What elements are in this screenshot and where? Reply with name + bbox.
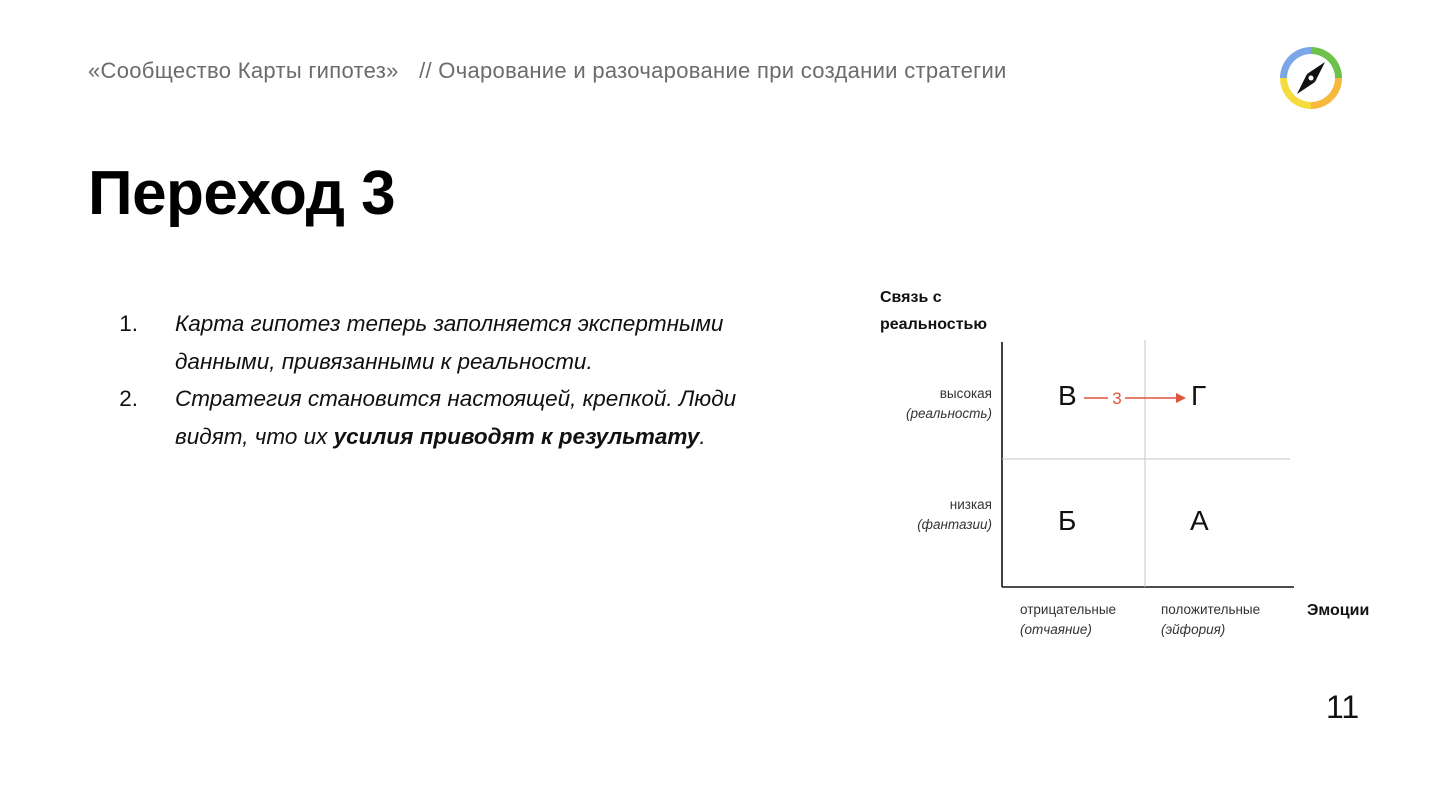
y-axis-label: Связь с реальностью bbox=[880, 289, 988, 333]
transition-arrow-head bbox=[1176, 393, 1186, 403]
column-label-negative: отрицательные (отчаяние) bbox=[1020, 602, 1117, 637]
row-label-low: низкая (фантазии) bbox=[917, 497, 992, 532]
quadrant-v: В bbox=[1058, 380, 1077, 411]
matrix-lines bbox=[870, 280, 1390, 650]
list-item bbox=[88, 305, 808, 380]
quadrant-a: А bbox=[1190, 505, 1209, 536]
quadrant-g: Г bbox=[1191, 380, 1207, 411]
list-item-text: Карта гипотез теперь заполняется экспертными данными, привязанными к реальности. bbox=[175, 311, 724, 374]
compass-icon bbox=[1277, 44, 1345, 112]
column-label-positive: положительные (эйфория) bbox=[1161, 602, 1261, 637]
header bbox=[88, 58, 1007, 84]
bullet-list bbox=[88, 305, 808, 455]
page-title: Переход 3 bbox=[88, 159, 396, 228]
transition-label: 3 bbox=[1112, 389, 1122, 408]
list-item-text: Стратегия становится настоящей, крепкой. Люди видят, что их bbox=[175, 386, 737, 449]
list-item bbox=[88, 380, 808, 455]
header-community: «Сообщество Карты гипотез» bbox=[88, 58, 399, 83]
page-number: 11 bbox=[1326, 689, 1360, 725]
list-item-number: 1. bbox=[119, 311, 138, 336]
list-item-text-end: . bbox=[699, 423, 706, 449]
list-item-number: 2. bbox=[119, 386, 138, 411]
row-label-high: высокая (реальность) bbox=[906, 386, 992, 421]
header-topic: // Очарование и разочарование при создании стратегии bbox=[419, 58, 1007, 83]
emotion-reality-matrix bbox=[870, 280, 1390, 650]
list-item-bold-text: усилия приводят к результату bbox=[333, 423, 700, 449]
quadrant-b: Б bbox=[1058, 505, 1077, 536]
x-axis-label: Эмоции bbox=[1307, 602, 1370, 619]
